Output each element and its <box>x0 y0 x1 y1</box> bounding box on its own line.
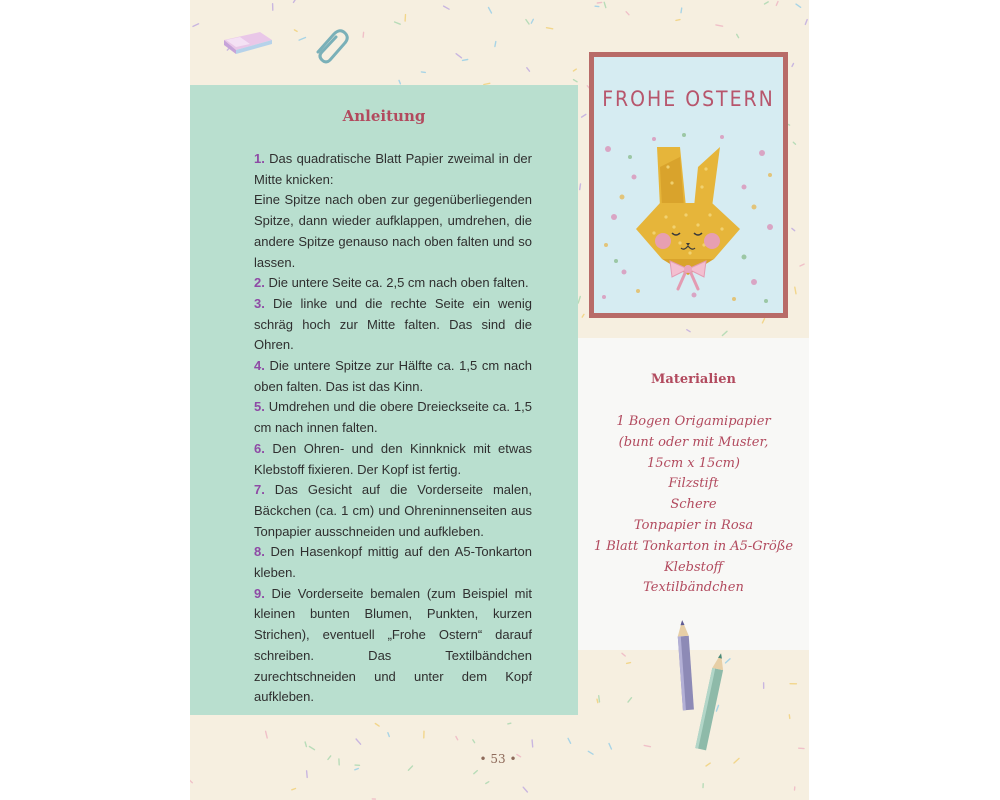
confetti-speck <box>456 737 458 740</box>
card-title: FROHE OSTERN <box>602 87 775 111</box>
confetti-speck <box>190 780 192 783</box>
confetti-speck <box>580 184 581 190</box>
step-number: 8. <box>254 544 265 560</box>
confetti-speck <box>307 771 308 778</box>
instruction-step <box>254 294 532 356</box>
confetti-speck <box>328 756 331 760</box>
instruction-step <box>254 397 532 438</box>
step-number: 3. <box>254 295 265 311</box>
confetti-speck <box>474 771 478 774</box>
confetti-speck <box>193 24 199 27</box>
confetti-speck <box>622 653 625 656</box>
confetti-speck <box>573 69 576 71</box>
confetti-speck <box>299 38 305 41</box>
step-number: 6. <box>254 440 265 456</box>
step-text: Umdrehen und die obere Dreieckseite ca. 1,5 cm nach innen falten. <box>254 399 532 436</box>
material-item: Textilbändchen <box>643 580 744 596</box>
confetti-speck <box>597 699 598 703</box>
paperclip-icon <box>310 22 356 68</box>
instruction-step <box>254 439 532 480</box>
confetti-speck <box>627 663 631 664</box>
confetti-speck <box>294 0 298 2</box>
confetti-speck <box>597 2 601 3</box>
material-item: 15cm x 15cm) <box>647 455 740 471</box>
step-number: 2. <box>254 275 265 291</box>
instructions-steps <box>254 149 532 708</box>
confetti-speck <box>495 42 496 47</box>
confetti-speck <box>716 25 723 26</box>
step-text: Die untere Seite ca. 2,5 cm nach oben falten. <box>264 275 529 291</box>
materials-list <box>578 412 809 599</box>
pencils-icon <box>670 618 740 758</box>
confetti-speck <box>582 314 584 317</box>
materials-title: Materialien <box>651 372 736 387</box>
confetti-speck <box>568 738 571 743</box>
material-item: Klebstoff <box>664 559 723 575</box>
instruction-step <box>254 584 532 708</box>
instruction-step <box>254 542 532 583</box>
confetti-speck <box>531 19 533 23</box>
confetti-speck <box>765 2 769 4</box>
confetti-speck <box>776 2 778 6</box>
instructions-title: Anleitung <box>342 107 426 125</box>
material-item: 1 Bogen Origamipapier <box>616 414 771 429</box>
confetti-speck <box>526 20 529 24</box>
instruction-step <box>254 273 532 294</box>
confetti-speck <box>421 72 425 73</box>
book-page <box>190 0 809 800</box>
confetti-speck <box>792 228 795 230</box>
confetti-speck <box>706 763 710 766</box>
instruction-step <box>254 190 532 273</box>
confetti-speck <box>508 723 511 724</box>
confetti-speck <box>789 715 790 719</box>
confetti-speck <box>604 2 606 7</box>
confetti-speck <box>523 787 527 792</box>
instructions-panel <box>190 85 578 715</box>
confetti-speck <box>626 12 629 15</box>
step-text: Die Vorderseite bemalen (zum Beispiel mit kleinen bunten Blumen, Punkten, kurzen Strichen), eventuell „Frohe Ostern“ darauf schreiben. Das Textilbändchen zurechtschneiden und unter dem Kopf aufkleben. <box>254 585 532 705</box>
confetti-speck <box>792 64 794 67</box>
confetti-speck <box>388 733 389 737</box>
confetti-speck <box>793 142 795 144</box>
step-text: Den Ohren- und den Kinnknick mit etwas Klebstoff fixieren. Der Kopf ist fertig. <box>254 440 532 477</box>
confetti-speck <box>356 739 361 744</box>
step-text: Die untere Spitze zur Hälfte ca. 1,5 cm nach oben falten. Das ist das Kinn. <box>254 358 532 394</box>
confetti-speck <box>444 6 450 9</box>
confetti-speck <box>532 740 533 747</box>
confetti-speck <box>795 287 796 294</box>
step-text: Die linke und die rechte Seite ein wenig schräg hoch zur Mitte falten. Das sind die Ohren. <box>254 295 532 353</box>
step-text: Das Gesicht auf die Vorderseite malen, Bäckchen (ca. 1 cm) und Ohreninnenseiten aus Tonpapier ausschneiden und aufkleben. <box>254 482 532 539</box>
confetti-speck <box>796 4 801 7</box>
step-text: Den Hasenkopf mittig auf den A5-Tonkarton kleben. <box>254 544 532 581</box>
confetti-speck <box>399 80 400 83</box>
material-item: Filzstift <box>668 476 719 492</box>
confetti-speck <box>644 745 650 746</box>
origami-bunny-illustration <box>594 57 783 313</box>
confetti-speck <box>681 8 682 13</box>
page-number: • 53 • <box>479 752 517 766</box>
confetti-speck <box>489 8 492 14</box>
confetti-speck <box>463 60 468 61</box>
confetti-speck <box>737 34 739 37</box>
confetti-speck <box>309 747 314 750</box>
confetti-speck <box>574 80 578 82</box>
instruction-step <box>254 480 532 542</box>
step-number: 7. <box>254 482 265 498</box>
confetti-speck <box>408 766 412 770</box>
confetti-speck <box>762 319 764 323</box>
confetti-speck <box>305 742 306 747</box>
confetti-speck <box>547 28 553 29</box>
confetti-speck <box>676 20 680 21</box>
instruction-step <box>254 149 532 190</box>
step-number: 9. <box>254 585 265 601</box>
confetti-speck <box>363 32 364 37</box>
confetti-speck <box>609 744 611 750</box>
confetti-speck <box>486 782 489 784</box>
confetti-speck <box>734 758 739 763</box>
confetti-speck <box>722 331 727 335</box>
material-item: (bunt oder mit Muster, <box>618 434 769 450</box>
confetti-speck <box>578 297 580 304</box>
confetti-speck <box>599 696 600 702</box>
confetti-speck <box>527 68 530 72</box>
material-item: 1 Blatt Tonkarton in A5-Größe <box>593 538 794 554</box>
instruction-step <box>254 356 532 397</box>
confetti-speck <box>294 30 297 32</box>
material-item: Schere <box>670 497 717 513</box>
confetti-speck <box>266 731 268 738</box>
step-text: Das quadratische Blatt Papier zweimal in der Mitte knicken: <box>254 151 532 187</box>
confetti-speck <box>375 724 379 727</box>
confetti-speck <box>473 740 475 743</box>
confetti-speck <box>582 114 586 117</box>
confetti-speck <box>805 20 807 25</box>
material-item: Tonpapier in Rosa <box>633 517 754 533</box>
confetti-speck <box>292 789 296 790</box>
confetti-speck <box>355 769 359 770</box>
eraser-icon <box>220 28 276 56</box>
confetti-speck <box>628 698 632 702</box>
step-number: 4. <box>254 358 265 374</box>
step-number: 1. <box>254 151 265 166</box>
confetti-speck <box>456 54 461 58</box>
step-number: 5. <box>254 399 265 415</box>
confetti-speck <box>800 264 804 266</box>
confetti-speck <box>588 751 593 754</box>
confetti-speck <box>395 22 401 24</box>
easter-card <box>594 57 783 313</box>
step-text: Eine Spitze nach oben zur gegenüberliegenden Spitze, dann wieder aufklappen, umdrehen, die andere Spitze genauso nach oben falten und so lassen. <box>254 192 532 270</box>
confetti-speck <box>687 330 690 332</box>
